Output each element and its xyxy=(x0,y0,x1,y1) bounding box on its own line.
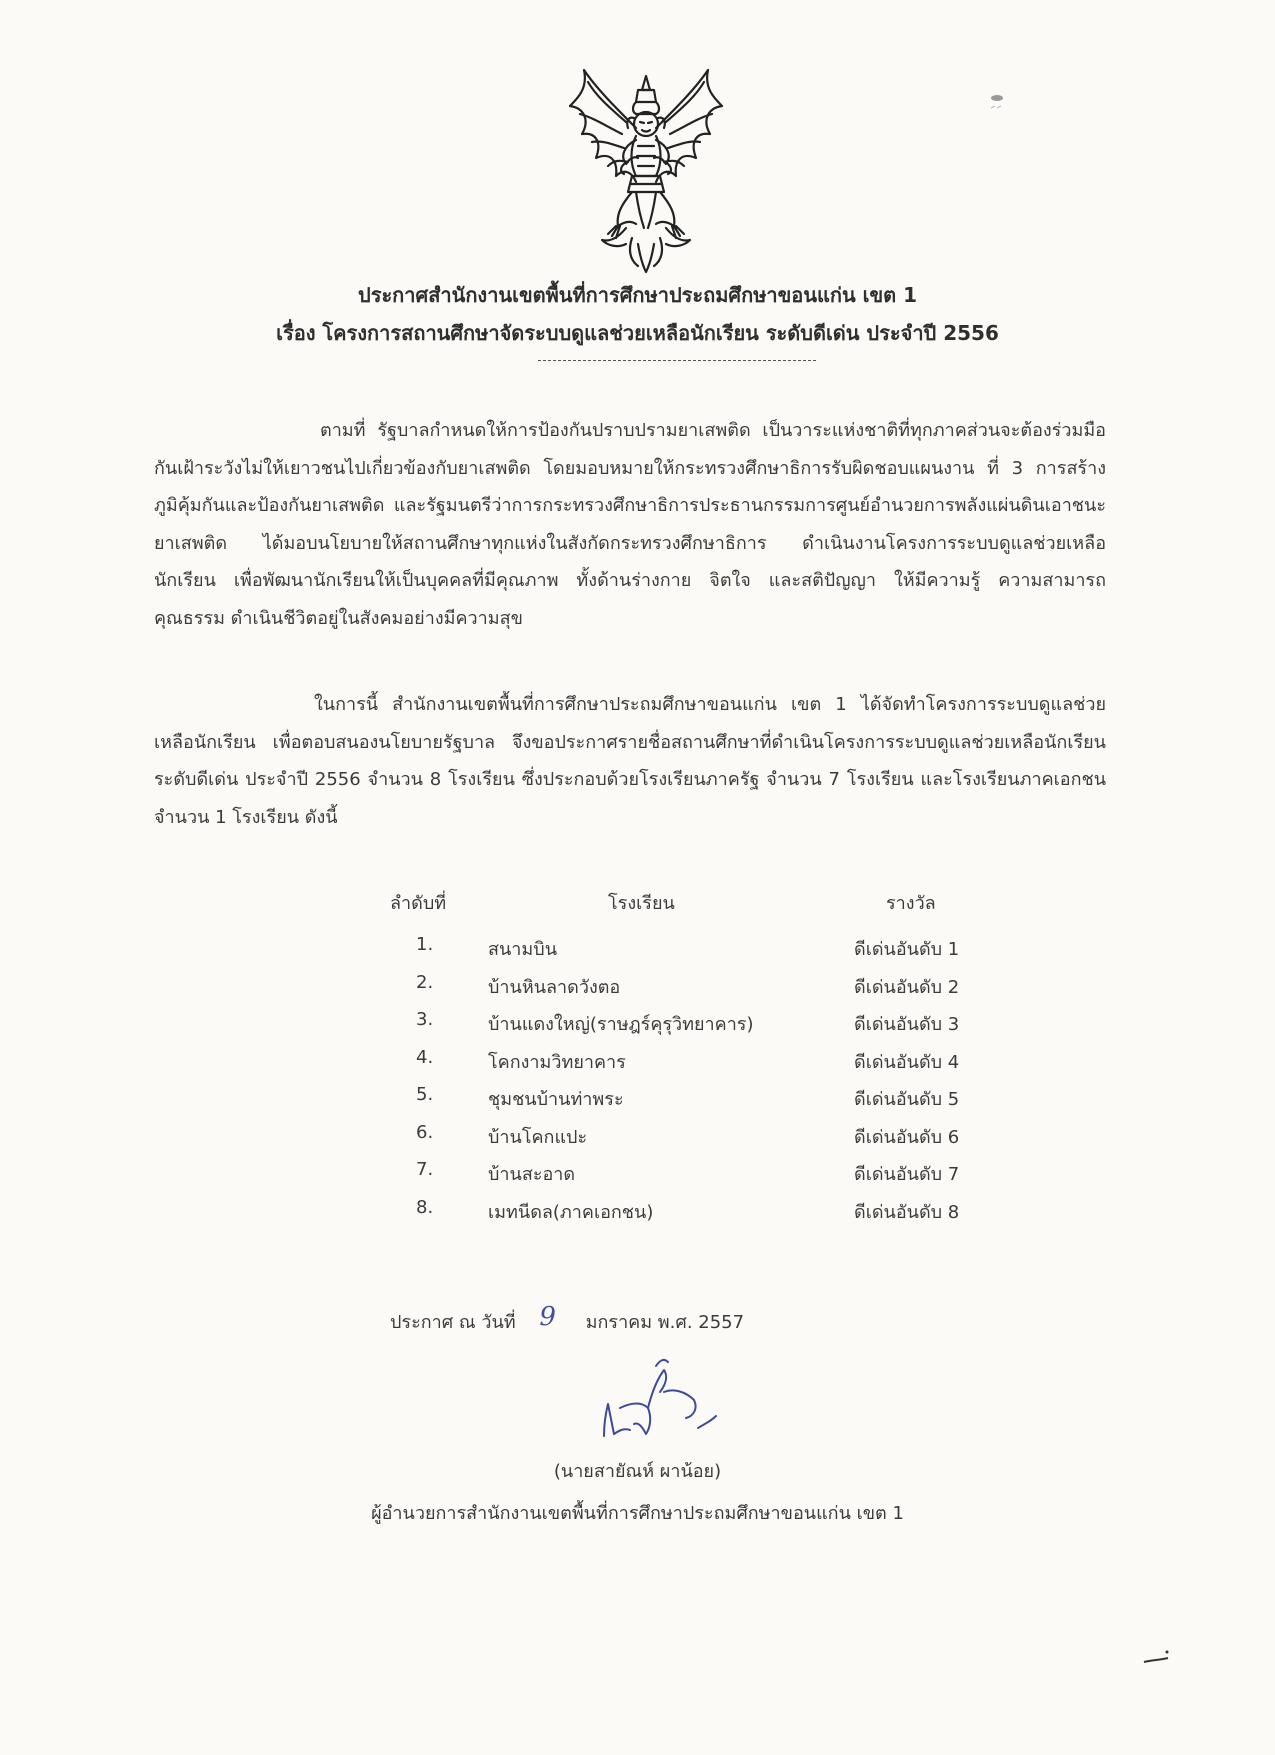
awards-table xyxy=(370,880,1010,1228)
handwritten-signature-icon xyxy=(598,1352,728,1442)
row-school: ชุมชนบ้านท่าพระ xyxy=(488,1089,624,1110)
date-day-handwritten: 9 xyxy=(539,1302,556,1332)
row-school: เมทนีดล(ภาคเอกชน) xyxy=(488,1201,654,1223)
table-row xyxy=(370,1041,1010,1079)
row-award: ดีเด่นอันดับ 8 xyxy=(854,1201,960,1223)
announcement-subject: เรื่อง โครงการสถานศึกษาจัดระบบดูแลช่วยเหลือนักเรียน ระดับดีเด่น ประจำปี 2556 xyxy=(276,321,999,345)
row-award: ดีเด่นอันดับ 1 xyxy=(854,939,960,960)
table-row xyxy=(370,966,1010,1004)
title-divider xyxy=(538,360,816,361)
row-no: 8. xyxy=(416,1196,434,1218)
row-award: ดีเด่นอันดับ 2 xyxy=(854,976,960,998)
garuda-emblem-icon xyxy=(566,68,726,274)
header-no: ลำดับที่ xyxy=(390,893,447,914)
table-row xyxy=(370,1116,1010,1154)
row-school: บ้านโคกแปะ xyxy=(488,1126,588,1148)
row-award: ดีเด่นอันดับ 5 xyxy=(854,1089,960,1110)
announcement-date xyxy=(390,1302,745,1336)
row-award: ดีเด่นอันดับ 7 xyxy=(854,1164,960,1185)
table-row xyxy=(370,1078,1010,1116)
row-school: บ้านสะอาด xyxy=(488,1164,576,1185)
row-no: 6. xyxy=(416,1121,434,1143)
scan-speck xyxy=(985,90,1015,114)
awards-table-header xyxy=(370,880,1010,928)
row-school: โคกงามวิทยาคาร xyxy=(488,1051,626,1073)
row-no: 1. xyxy=(416,934,434,955)
row-no: 5. xyxy=(416,1084,434,1105)
row-no: 7. xyxy=(416,1159,434,1180)
body-paragraph-2: ในการนี้ สำนักงานเขตพื้นที่การศึกษาประถมศึกษาขอนแก่น เขต 1 ได้จัดทำโครงการระบบดูแลช่วยเหลือนักเรียน เพื่อตอบสนองนโยบายรัฐบาล จึงขอประกาศรายชื่อสถานศึกษาที่ดำเนินโครงการระบบดูแลช่วยเหลือนักเรียน ระดับดีเด่น ประจำปี 2556 จำนวน 8 โรงเรียน ซึ่งประกอบด้วยโรงเรียนภาครัฐ จำนวน 7 โรงเรียน และโรงเรียนภาคเอกชน จำนวน 1 โรงเรียน ดังนี้ xyxy=(154,694,1106,828)
announcement-title: ประกาศสำนักงานเขตพื้นที่การศึกษาประถมศึกษาขอนแก่น เขต 1 xyxy=(358,283,917,307)
row-no: 2. xyxy=(416,971,434,993)
row-school: สนามบิน xyxy=(488,939,557,960)
table-row xyxy=(370,1191,1010,1229)
row-school: บ้านหินลาดวังตอ xyxy=(488,976,621,998)
row-no: 3. xyxy=(416,1009,434,1030)
header-award: รางวัล xyxy=(886,893,936,914)
row-award: ดีเด่นอันดับ 4 xyxy=(854,1051,960,1073)
signer-name: (นายสายัณห์ ผาน้อย) xyxy=(553,1461,722,1482)
date-month-year: มกราคม พ.ศ. 2557 xyxy=(585,1312,745,1333)
table-row xyxy=(370,928,1010,966)
table-row xyxy=(370,1153,1010,1191)
row-award: ดีเด่นอันดับ 6 xyxy=(854,1126,960,1148)
row-no: 4. xyxy=(416,1046,434,1068)
body-paragraph-1: ตามที่ รัฐบาลกำหนดให้การป้องกันปราบปรามยาเสพติด เป็นวาระแห่งชาติที่ทุกภาคส่วนจะต้องร่วมมือกันเฝ้าระวังไม่ให้เยาวชนไปเกี่ยวข้องกับยาเสพติด โดยมอบหมายให้กระทรวงศึกษาธิการรับผิดชอบแผนงาน ที่ 3 การสร้างภูมิคุ้มกันและป้องกันยาเสพติด และรัฐมนตรีว่าการกระทรวงศึกษาธิการประธานกรรมการศูนย์อำนวยการพลังแผ่นดินเอาชนะยาเสพติด ได้มอบนโยบายให้สถานศึกษาทุกแห่งในสังกัดกระทรวงศึกษาธิการ ดำเนินงานโครงการระบบดูแลช่วยเหลือนักเรียน เพื่อพัฒนานักเรียนให้เป็นบุคคลที่มีคุณภาพ ทั้งด้านร่างกาย จิตใจ และสติปัญญา ให้มีความรู้ ความสามารถ คุณธรรม ดำเนินชีวิตอยู่ในสังคมอย่างมีความสุข xyxy=(154,420,1106,629)
scan-mark xyxy=(1142,1648,1172,1668)
table-row xyxy=(370,1003,1010,1041)
date-prefix: ประกาศ ณ วันที่ xyxy=(390,1312,516,1333)
row-school: บ้านแดงใหญ่(ราษฎร์คุรุวิทยาคาร) xyxy=(488,1014,754,1035)
signer-title: ผู้อำนวยการสำนักงานเขตพื้นที่การศึกษาประถมศึกษาขอนแก่น เขต 1 xyxy=(371,1503,904,1524)
row-award: ดีเด่นอันดับ 3 xyxy=(854,1014,960,1035)
header-school: โรงเรียน xyxy=(608,893,675,914)
